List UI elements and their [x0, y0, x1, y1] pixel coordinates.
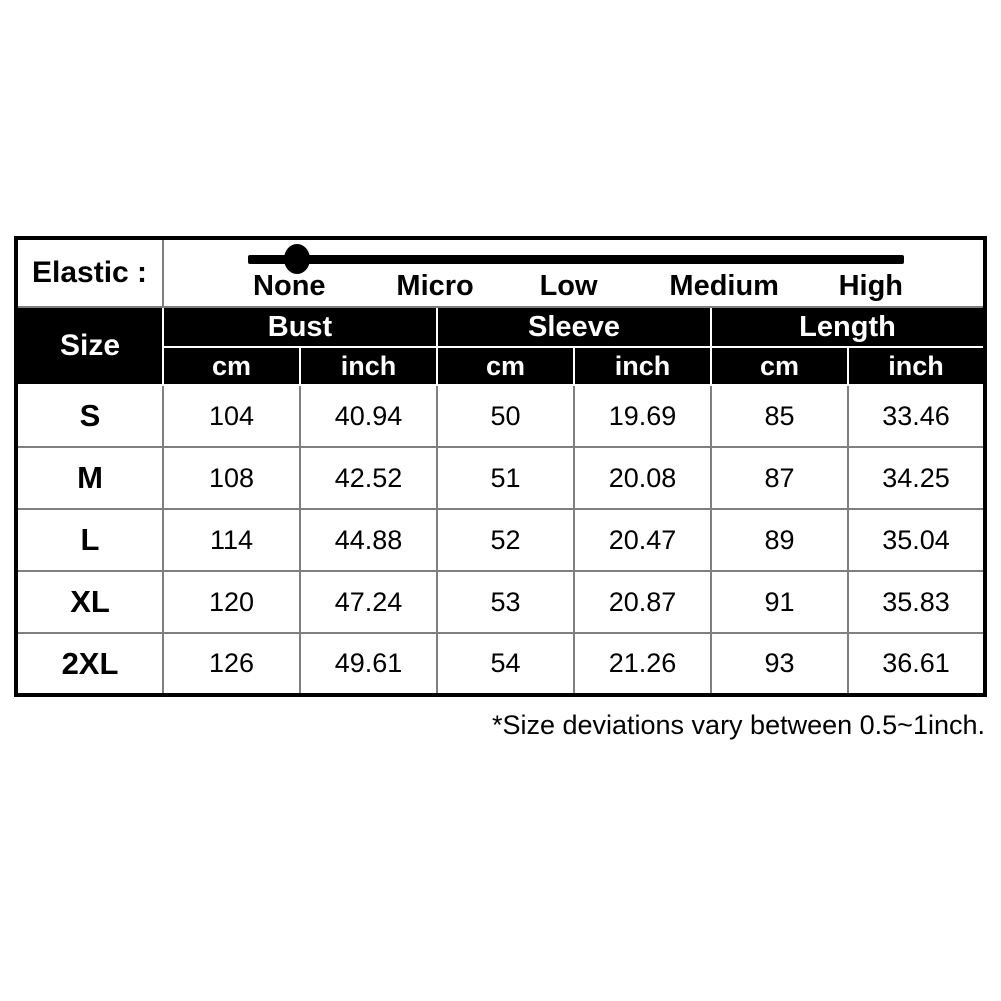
size-label: S	[16, 385, 163, 447]
bust-inch-value: 47.24	[300, 571, 437, 633]
size-deviation-note: *Size deviations vary between 0.5~1inch.	[491, 710, 985, 740]
sleeve-inch-value: 19.69	[574, 385, 711, 447]
bust-inch-header: inch	[300, 347, 437, 385]
length-inch-value: 33.46	[848, 385, 985, 447]
bust-inch-value: 49.61	[300, 633, 437, 695]
group-header-row	[16, 307, 985, 347]
bust-cm-value: 120	[163, 571, 300, 633]
table-row-m	[16, 447, 985, 509]
length-group-header: Length	[711, 307, 985, 347]
sleeve-inch-value: 21.26	[574, 633, 711, 695]
sleeve-cm-value: 51	[437, 447, 574, 509]
sleeve-cm-value: 53	[437, 571, 574, 633]
size-column-header: Size	[16, 307, 163, 385]
bust-group-header: Bust	[163, 307, 437, 347]
elastic-slider	[163, 238, 985, 307]
bust-inch-value: 40.94	[300, 385, 437, 447]
table-row-l	[16, 509, 985, 571]
sleeve-cm-header: cm	[437, 347, 574, 385]
length-inch-value: 35.04	[848, 509, 985, 571]
length-inch-value: 36.61	[848, 633, 985, 695]
bust-cm-header: cm	[163, 347, 300, 385]
sleeve-cm-value: 50	[437, 385, 574, 447]
size-table	[14, 236, 987, 697]
sleeve-cm-value: 54	[437, 633, 574, 695]
sleeve-inch-value: 20.08	[574, 447, 711, 509]
size-chart	[14, 236, 985, 741]
length-cm-header: cm	[711, 347, 848, 385]
bust-cm-value: 104	[163, 385, 300, 447]
length-inch-value: 34.25	[848, 447, 985, 509]
table-row-xl	[16, 571, 985, 633]
slider-level-high: High	[838, 270, 904, 302]
slider-level-low: Low	[539, 270, 598, 302]
size-label: XL	[16, 571, 163, 633]
sleeve-inch-value: 20.47	[574, 509, 711, 571]
length-cm-value: 85	[711, 385, 848, 447]
sleeve-inch-header: inch	[574, 347, 711, 385]
bust-cm-value: 108	[163, 447, 300, 509]
sleeve-inch-value: 20.87	[574, 571, 711, 633]
length-cm-value: 93	[711, 633, 848, 695]
bust-cm-value: 114	[163, 509, 300, 571]
length-cm-value: 91	[711, 571, 848, 633]
sleeve-group-header: Sleeve	[437, 307, 711, 347]
slider-level-none: None	[253, 270, 326, 302]
length-inch-value: 35.83	[848, 571, 985, 633]
slider-level-micro: Micro	[396, 270, 474, 302]
sleeve-cm-value: 52	[437, 509, 574, 571]
table-row-2xl	[16, 633, 985, 695]
length-cm-value: 89	[711, 509, 848, 571]
size-label: 2XL	[16, 633, 163, 695]
elastic-row	[16, 238, 985, 307]
length-cm-value: 87	[711, 447, 848, 509]
size-label: M	[16, 447, 163, 509]
slider-level-medium: Medium	[669, 270, 779, 302]
length-inch-header: inch	[848, 347, 985, 385]
bust-inch-value: 44.88	[300, 509, 437, 571]
size-label: L	[16, 509, 163, 571]
bust-cm-value: 126	[163, 633, 300, 695]
bust-inch-value: 42.52	[300, 447, 437, 509]
slider-labels	[164, 240, 983, 306]
table-row-s	[16, 385, 985, 447]
elastic-label: Elastic :	[16, 238, 163, 307]
